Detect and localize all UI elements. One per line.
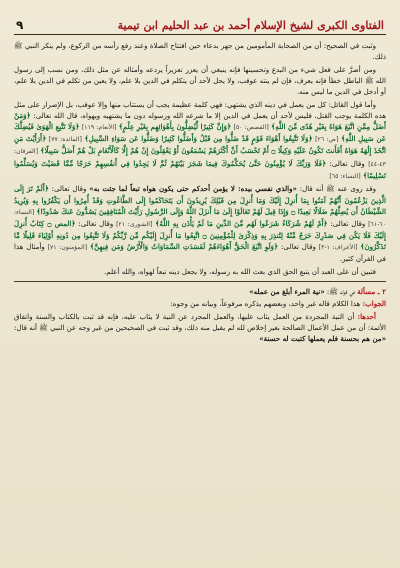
- verse-reference: [المؤمنون: ٧١]: [47, 244, 88, 252]
- text: أن النية المجردة من العمل يثاب عليها، والعمل المجرد عن النية لا يثاب عليه، فإنه قد ثبت بالكتاب والسنة واتفاق الأئمة: أن من عمل الأعمال الصالحة بغير إخلاص لله لم يقبل منه ذلك، وقد ثبت في الصحيحين من غير وجه عن النبي ﷺ أنه قال:: [14, 311, 386, 333]
- verse-reference: [النساء: ٦٠-٦١]: [14, 208, 386, 228]
- quran-verse: ﴿وَلَا تَتَّبِعُوا أَهْوَاءَ قَوْمٍ قَدْ ضَلُّوا مِن قَبْلُ وَأَضَلُّوا كَثِيرًا وَضَلُّوا عَن سَوَاءِ السَّبِيلِ﴾: [84, 134, 313, 144]
- hadith-text: «من هم بحسنة فلم يعملها كتبت له حسنة»: [259, 334, 386, 344]
- paragraph-1: [14, 40, 386, 62]
- verse-reference: [الشورى: ٢١]: [116, 220, 153, 228]
- running-title: الفتاوى الكبرى لشيخ الإسلام أحمد بن عبد الحليم ابن تيمية: [117, 19, 384, 32]
- page-header: [14, 8, 386, 35]
- quran-verse: ﴿وَإِنَّ كَثِيرًا لَّيُضِلُّونَ بِأَهْوَائِهِم بِغَيْرِ عِلْمٍ﴾: [118, 122, 232, 132]
- quran-verse: ﴿وَلَا تَتَّبِعِ الْهَوَىٰ فَيُضِلَّكَ عَن سَبِيلِ اللَّهِ﴾: [14, 122, 387, 144]
- answer-intro: [14, 298, 386, 309]
- masala-heading: [14, 286, 386, 297]
- text: وقال تعالى:: [78, 218, 114, 228]
- paragraph-2: [14, 64, 386, 97]
- section-divider: [14, 281, 386, 282]
- verse-reference: [المائدة: ٧٧]: [48, 136, 82, 144]
- answer-label: الجواب:: [362, 299, 386, 309]
- verse-reference: [الأنعام: ١١٩]: [81, 124, 117, 132]
- verse-reference: [ص: ٢٦]: [315, 136, 339, 144]
- quran-verse: ﴿المص ۝ كِتَابٌ أُنزِلَ إِلَيْكَ فَلَا يَكُن فِي صَدْرِكَ حَرَجٌ مِّنْهُ لِتُنذِرَ بِهِ وَذِكْرَىٰ لِلْمُؤْمِنِينَ ۝ اتَّبِعُوا مَا أُنزِلَ إِلَيْكُم مِّن رَّبِّكُمْ وَلَا تَتَّبِعُوا مِن دُونِهِ أَوْلِيَاءَ قَلِيلًا مَّا تَذَكَّرُونَ﴾: [14, 218, 386, 252]
- text: في قوله ﷺ:: [326, 287, 355, 297]
- masala-label: ٢ ـ مسألة: [357, 287, 386, 297]
- quran-verse: ﴿فَلَا وَرَبِّكَ لَا يُؤْمِنُونَ حَتَّىٰ يُحَكِّمُوكَ فِيمَا شَجَرَ بَيْنَهُمْ ثُمَّ لَا يَجِدُوا فِي أَنفُسِهِمْ حَرَجًا مِّمَّا قَضَيْتَ وَيُسَلِّمُوا تَسْلِيمًا﴾: [14, 158, 386, 180]
- text: وقال تعالى:: [281, 242, 316, 252]
- text: وقال تعالى:: [51, 184, 87, 194]
- paragraph-4: [14, 183, 386, 264]
- point-label: أحدها:: [357, 311, 376, 321]
- quran-verse: ﴿أَرَأَيْتَ مَنِ اتَّخَذَ إِلَٰهَهُ هَوَاهُ أَفَأَنتَ تَكُونُ عَلَيْهِ وَكِيلًا ۝ أَمْ تَحْسَبُ أَنَّ أَكْثَرَهُمْ يَسْمَعُونَ أَوْ يَعْقِلُونَ إِنْ هُمْ إِلَّا كَالْأَنْعَامِ بَلْ هُمْ أَضَلُّ سَبِيلًا﴾: [14, 134, 386, 156]
- point-one: [14, 311, 386, 344]
- verse-reference: [الأعراف: ١-٣]: [318, 244, 358, 252]
- text: وقد روى عنه ﷺ أنه قال:: [299, 184, 376, 194]
- text: هذا الكلام قاله غير واحد، وبعضهم يذكره مرفوعاً، وبيانه من وجوه:: [170, 299, 361, 309]
- page-number: ٩: [16, 18, 24, 32]
- text: وثبت في الصحيح: أن من الصحابة المأمومين من جهر بدعاء حين افتتاح الصلاة وعند رفع رأسه من الركوع، ولم ينكر النبي ﷺ ذلك.: [14, 41, 386, 62]
- verse-reference: [الفرقان: ٤٣-٤٤]: [14, 148, 387, 168]
- text: وقال تعالى:: [329, 158, 365, 168]
- paragraph-5: [14, 266, 386, 277]
- quran-verse: ﴿وَمَنْ أَضَلُّ مِمَّنِ اتَّبَعَ هَوَاهُ بِغَيْرِ هُدًى مِّنَ اللَّهِ﴾: [14, 110, 386, 132]
- text: فتبين أن على العبد أن يتبع الحق الذي بعث الله به رسوله، ولا يجعل دينه تبعاً لهواه، والله أعلم.: [104, 266, 376, 276]
- paragraph-3: [14, 99, 386, 182]
- quran-verse: ﴿أَمْ لَهُمْ شُرَكَاءُ شَرَعُوا لَهُم مِّنَ الدِّينِ مَا لَمْ يَأْذَن بِهِ اللَّهُ﴾: [155, 218, 328, 228]
- text: وقال تعالى:: [330, 218, 366, 228]
- text: وأمثال هذا في القرآن كثير.: [14, 242, 386, 264]
- page-body: [14, 40, 386, 344]
- hadith-text: «والذي نفسي بيده: لا يؤمن أحدكم حتى يكون هواه تبعاً لما جئت به»: [89, 184, 297, 194]
- text: ومن أصرَّ على فعل شيء من البدع وتحسينها فإنه ينبغي أن يعزر تعزيراً يردعه وأمثاله عن مثل ذلك، ومن نسب إلى رسول الله ﷺ الباطل خطأ فإنه يعرف، فإن لم ينته عوقب، ولا يحل لأحد أن يتكلم في الدين بلا علم، ولا يعين من تكلم في الدين بلا علم، أو أدخل في الدين ما ليس منه.: [14, 64, 386, 97]
- hadith-text: «نية المرء أبلغ من عمله»: [249, 287, 325, 297]
- quran-verse: ﴿وَلَوِ اتَّبَعَ الْحَقُّ أَهْوَاءَهُمْ لَفَسَدَتِ السَّمَاوَاتُ وَالْأَرْضُ وَمَن فِيهِنَّ﴾: [89, 242, 279, 252]
- verse-reference: [القصص: ٥٠]: [233, 124, 269, 132]
- quran-verse: ﴿أَلَمْ تَرَ إِلَى الَّذِينَ يَزْعُمُونَ أَنَّهُمْ آمَنُوا بِمَا أُنزِلَ إِلَيْكَ وَمَا أُنزِلَ مِن قَبْلِكَ يُرِيدُونَ أَن يَتَحَاكَمُوا إِلَى الطَّاغُوتِ وَقَدْ أُمِرُوا أَن يَكْفُرُوا بِهِ وَيُرِيدُ الشَّيْطَانُ أَن يُضِلَّهُمْ ضَلَالًا بَعِيدًا ۝ وَإِذَا قِيلَ لَهُمْ تَعَالَوْا إِلَىٰ مَا أَنزَلَ اللَّهُ وَإِلَى الرَّسُولِ رَأَيْتَ الْمُنَافِقِينَ يَصُدُّونَ عَنكَ صُدُودًا﴾: [14, 184, 387, 216]
- text: وأما قول القائل: كل من يعمل في دينه الذي يشتهي: فهي كلمة عظيمة يجب أن يستتاب منها وإلا عوقب، بل الإصرار على مثل هذه الكلمة يوجب القتل، فليس لأحد أن يعمل في الدين إلا ما شرعه الله ورسوله دون ما يشتهيه ويهواه، قال الله تعالى:: [14, 99, 386, 120]
- verse-reference: [النساء: ٦٥]: [329, 172, 361, 180]
